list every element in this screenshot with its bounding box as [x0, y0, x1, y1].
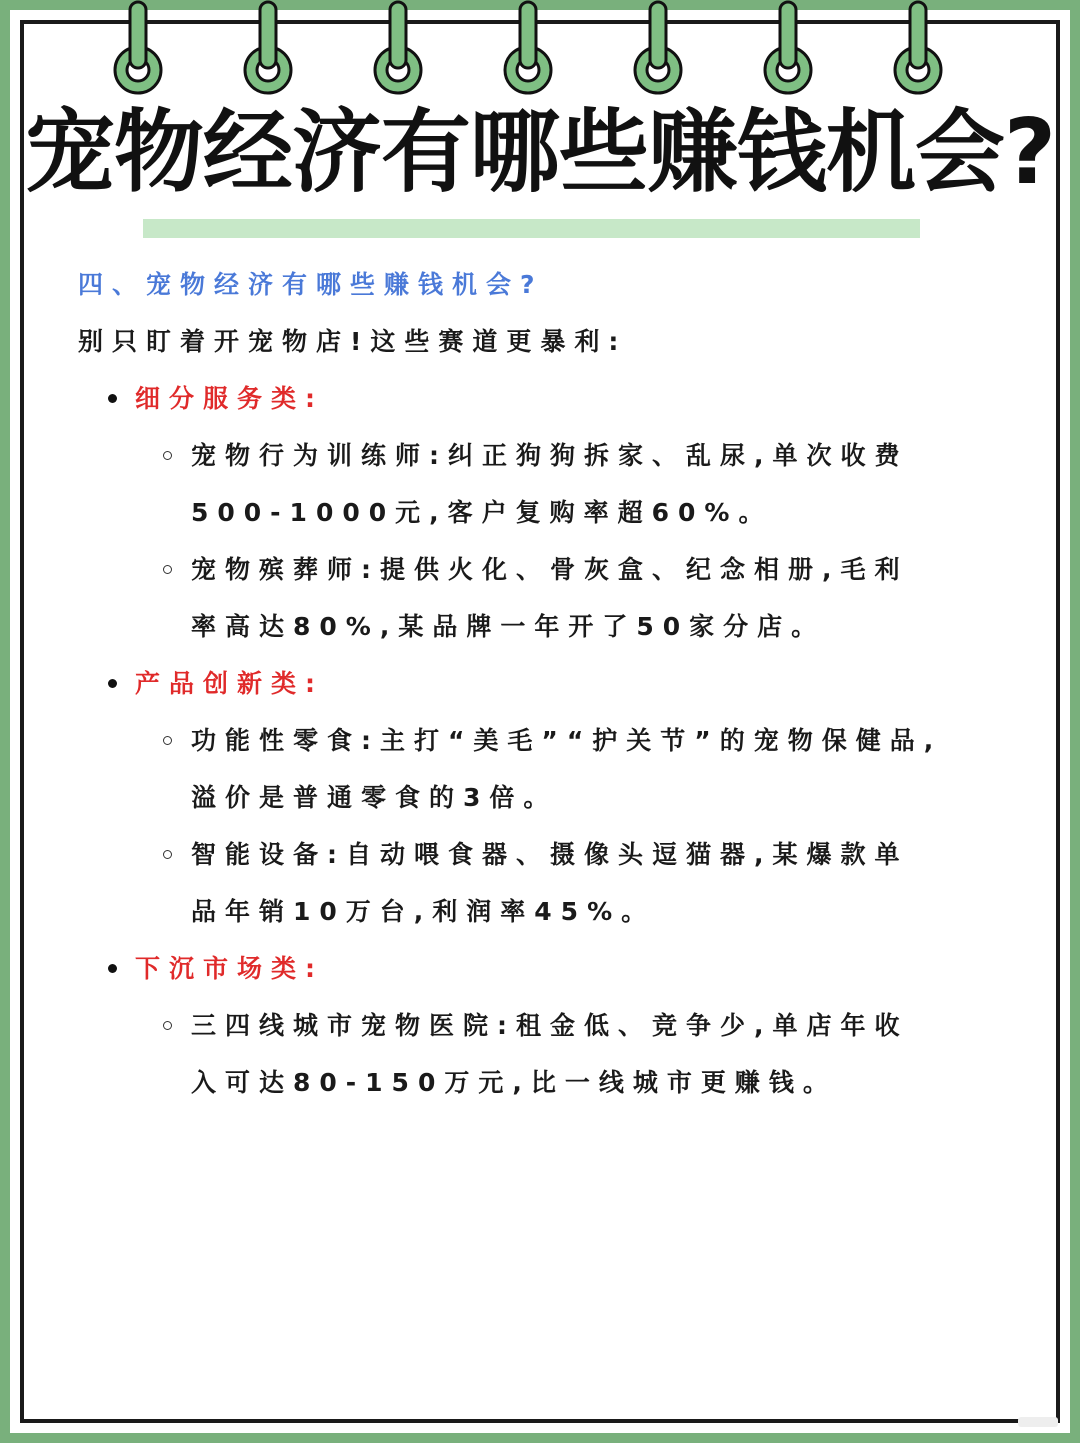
category-heading [78, 940, 1018, 997]
binder-ring-icon [373, 0, 423, 100]
bullet-dot-icon [108, 394, 117, 403]
list-item [78, 541, 1018, 598]
binder-ring-icon [243, 0, 293, 100]
list-item-continuation: 溢价是普通零食的3倍。 [191, 783, 558, 812]
list-item-continuation: 率高达80%,某品牌一年开了50家分店。 [191, 612, 826, 641]
binder-ring-icon [633, 0, 683, 100]
list-item-text: 宠物行为训练师:纠正狗狗拆家、乱尿,单次收费 [191, 441, 909, 470]
list-item-continuation: 品年销10万台,利润率45%。 [191, 897, 656, 926]
list-item-text: 功能性零食:主打“美毛”“护关节”的宠物保健品, [191, 726, 943, 755]
title-underline-bar [143, 219, 920, 238]
binder-ring-icon [503, 0, 553, 100]
hollow-circle-icon [163, 1021, 172, 1030]
list-item [78, 427, 1018, 484]
list-item [78, 826, 1018, 883]
list-item-text: 智能设备:自动喂食器、摄像头逗猫器,某爆款单 [191, 840, 909, 869]
binder-ring-icon [763, 0, 813, 100]
watermark [1018, 1417, 1058, 1427]
bullet-dot-icon [108, 679, 117, 688]
hollow-circle-icon [163, 736, 172, 745]
list-item [78, 712, 1018, 769]
list-item-text: 三四线城市宠物医院:租金低、竞争少,单店年收 [191, 1011, 909, 1040]
binder-ring-icon [113, 0, 163, 100]
section-heading: 四、宠物经济有哪些赚钱机会? [78, 270, 544, 299]
list-item-text: 宠物殡葬师:提供火化、骨灰盒、纪念相册,毛利 [191, 555, 909, 584]
category-label: 下沉市场类: [135, 954, 324, 983]
bullet-dot-icon [108, 964, 117, 973]
intro-text: 别只盯着开宠物店!这些赛道更暴利: [78, 327, 628, 356]
category-heading [78, 370, 1018, 427]
list-item-continuation: 入可达80-150万元,比一线城市更赚钱。 [191, 1068, 837, 1097]
page-title: 宠物经济有哪些赚钱机会? [24, 100, 1056, 205]
list-item [78, 997, 1018, 1054]
list-item-continuation: 500-1000元,客户复购率超60%。 [191, 498, 773, 527]
hollow-circle-icon [163, 565, 172, 574]
binder-ring-icon [893, 0, 943, 100]
category-label: 产品创新类: [135, 669, 324, 698]
category-heading [78, 655, 1018, 712]
hollow-circle-icon [163, 451, 172, 460]
hollow-circle-icon [163, 850, 172, 859]
category-label: 细分服务类: [135, 384, 324, 413]
article-body [78, 256, 1018, 1111]
